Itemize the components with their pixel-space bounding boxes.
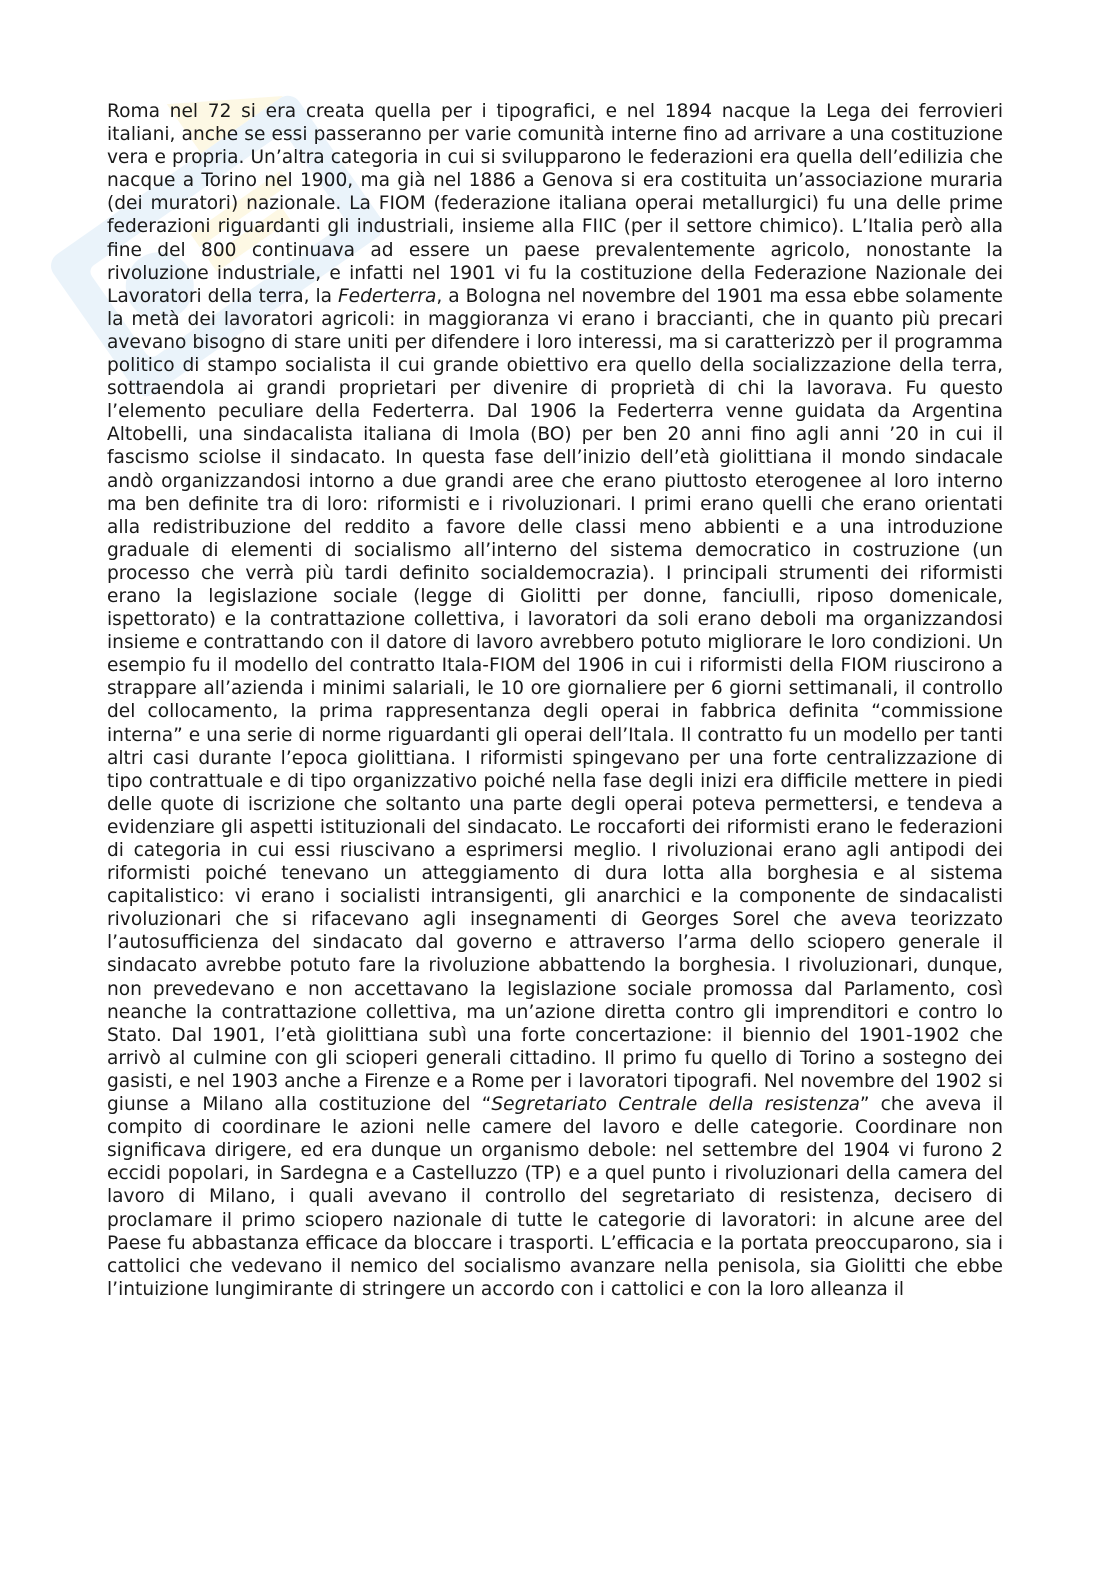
document-body (107, 100, 1003, 1301)
body-paragraph (107, 100, 1003, 1301)
text-run: ” che aveva il compito di coordinare le azioni nelle camere del lavoro e delle categorie. Coordinare non significava dirigere, ed era dunque un organismo debole: nel settembre del 1904 vi furono 2 eccidi popolari, in Sardegna e a Castelluzzo (TP) e a quel punto i rivoluzionari della camera del lavoro di Milano, i quali avevano il controllo del segretariato di resistenza, decisero di proclamare il primo sciopero nazionale di tutte le categorie di lavoratori: in alcune aree del Paese fu abbastanza efficace da bloccare i trasporti. L’efficacia e la portata preoccuparono, sia i cattolici che vedevano il nemico del socialismo avanzare nella penisola, sia Giolitti che ebbe l’intuizione lungimirante di stringere un accordo con i cattolici e con la loro alleanza il (107, 1094, 1003, 1300)
text-run: Roma nel 72 si era creata quella per i tipografici, e nel 1894 nacque la Lega dei ferrovieri italiani, anche se essi passeranno per varie comunità interne fino ad arrivare a una costituzione vera e propria. Un’altra categoria in cui si svilupparono le federazioni era quella dell’edilizia che nacque a Torino nel 1900, ma già nel 1886 a Genova si era costituita un’associazione muraria (dei muratori) nazionale. La FIOM (federazione italiana operai metallurgici) fu una delle prime federazioni riguardanti gli industriali, insieme alla FIIC (per il settore chimico). L’Italia però alla fine del 800 continuava ad essere un paese prevalentemente agricolo, nonostante la rivoluzione industriale, e infatti nel 1901 vi fu la costituzione della Federazione Nazionale dei Lavoratori della terra, la (107, 101, 1003, 307)
italic-text-run: Segretariato Centrale della resistenza (491, 1094, 860, 1116)
italic-text-run: Federterra (337, 285, 437, 307)
text-run: , a Bologna nel novembre del 1901 ma essa ebbe solamente la metà dei lavoratori agricoli: in maggioranza vi erano i braccianti, che in quanto più precari avevano bisogno di stare uniti per difendere i loro interessi, ma si caratterizzò per il programma politico di stampo socialista il cui grande obiettivo era quello della socializzazione della terra, sottraendola ai grandi proprietari per divenire di proprietà di chi la lavorava. Fu questo l’elemento peculiare della Federterra. Dal 1906 la Federterra venne guidata da Argentina Altobelli, una sindacalista italiana di Imola (BO) per ben 20 anni fino agli anni ’20 in cui il fascismo sciolse il sindacato. In questa fase dell’inizio dell’età giolittiana il mondo sindacale andò organizzandosi intorno a due grandi aree che erano piuttosto eterogenee al loro interno ma ben definite tra di loro: riformisti e i rivoluzionari. I primi erano quelli che erano orientati alla redistribuzione del reddito a favore delle classi meno abbienti e a una introduzione graduale di elementi di socialismo all’interno del sistema democratico in costruzione (un processo che verrà più tardi definito socialdemocrazia). I principali strumenti dei riformisti erano la legislazione sociale (legge di Giolitti per donne, fanciulli, riposo domenicale, ispettorato) e la contrattazione collettiva, i lavoratori da soli erano deboli ma organizzandosi insieme e contrattando con il datore di lavoro avrebbero potuto migliorare le loro condizioni. Un esempio fu il modello del contratto Itala-FIOM del 1906 in cui i riformisti della FIOM riuscirono a strappare all’azienda i minimi salariali, le 10 ore giornaliere per 6 giorni settimanali, il controllo del collocamento, la prima rappresentanza degli operai in fabbrica definita “commissione interna” e una serie di norme riguardanti gli operai dell’Itala. Il contratto fu un modello per tanti altri casi durante l’epoca giolittiana. I riformisti spingevano per una forte centralizzazione di tipo contrattuale e di tipo organizzativo poiché nella fase degli inizi era difficile mettere in piedi delle quote di iscrizione che soltanto una parte degli operai poteva permettersi, e tendeva a evidenziare gli aspetti istituzionali del sindacato. Le roccaforti dei riformisti erano le federazioni di categoria in cui essi riuscivano a esprimersi meglio. I rivoluzionai erano agli antipodi dei riformisti poiché tenevano un atteggiamento di dura lotta alla borghesia e al sistema capitalistico: vi erano i socialisti intransigenti, gli anarchici e la componente de sindacalisti rivoluzionari che si rifacevano agli insegnamenti di Georges Sorel che aveva teorizzato l’autosufficienza del sindacato dal governo e attraverso l’arma dello sciopero generale il sindacato avrebbe potuto fare la rivoluzione abbattendo la borghesia. I rivoluzionari, dunque, non prevedevano e non accettavano la legislazione sociale promossa dal Parlamento, così neanche la contrattazione collettiva, ma un’azione diretta contro gli imprenditori e contro lo Stato. Dal 1901, l’età giolittiana subì una forte concertazione: il biennio del 1901-1902 che arrivò al culmine con gli scioperi generali cittadino. Il primo fu quello di Torino a sostegno dei gasisti, e nel 1903 anche a Firenze e a Rome per i lavoratori tipografi. Nel novembre del 1902 si giunse a Milano alla costituzione del “ (107, 285, 1003, 1116)
